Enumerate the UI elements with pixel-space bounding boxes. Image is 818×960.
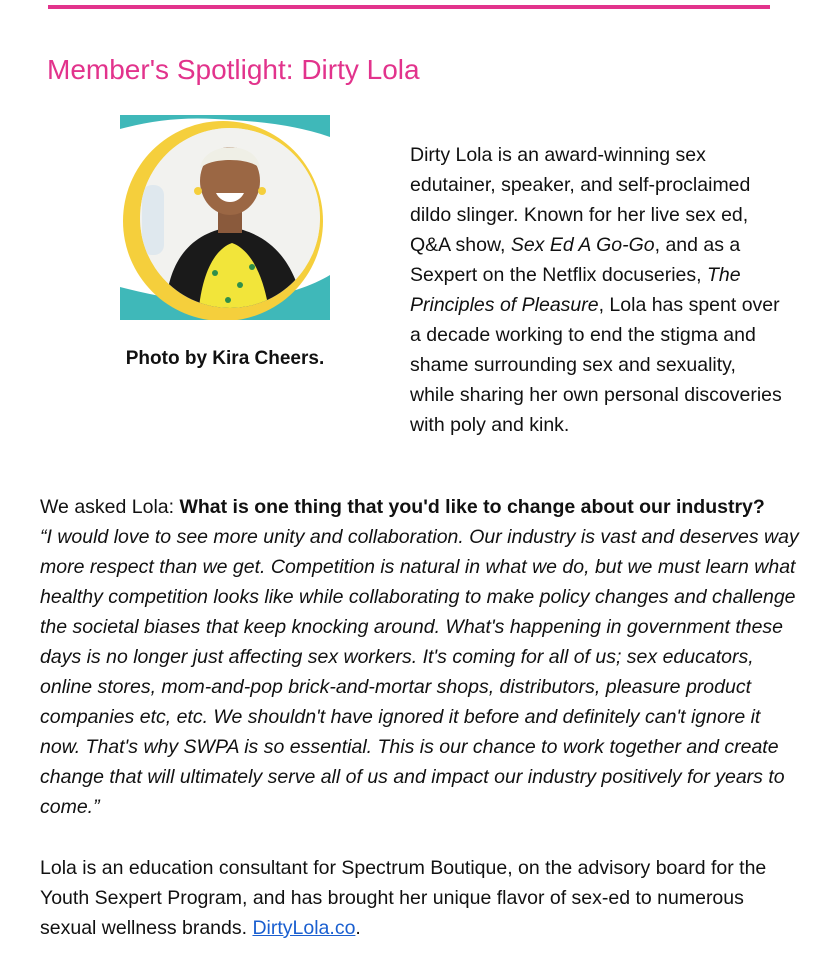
website-link[interactable]: DirtyLola.co (252, 917, 356, 939)
bio-paragraph (410, 140, 785, 440)
photo-caption: Photo by Kira Cheers. (125, 348, 325, 369)
portrait-photo (120, 115, 330, 320)
page-title: Member's Spotlight: Dirty Lola (47, 54, 420, 85)
interview-paragraph (40, 492, 800, 822)
closing-paragraph (40, 853, 800, 943)
closing-text: Lola is an education consultant for Spectrum Boutique, on the advisory board for the Youth Sexpert Program, and has brought her unique flavor of sex-ed to numerous sexual wellness brands. (40, 857, 767, 939)
closing-period: . (355, 917, 361, 939)
interview-question: What is one thing that you'd like to change about our industry? (179, 496, 765, 518)
docuseries-name: The Principles of Pleasure (410, 264, 741, 316)
bio-text: , Lola has spent over a decade working to end the stigma and shame surrounding sex and sexuality, while sharing her own personal discoveries with poly and kink. (410, 294, 782, 436)
bio-text: , and as a Sexpert on the Netflix docuseries, (410, 234, 741, 286)
top-divider (48, 5, 770, 9)
show-name: Sex Ed A Go-Go (510, 234, 655, 256)
interview-lead: We asked Lola: (40, 496, 180, 518)
bio-text: Dirty Lola is an award-winning sex edutainer, speaker, and self-proclaimed dildo slinger. Known for her live sex ed, Q&A show, (410, 144, 751, 256)
interview-answer: “I would love to see more unity and collaboration. Our industry is vast and deserves way more respect than we get. Competition is natural in what we do, but we must learn what healthy competition looks like while collaborating to make policy changes and challenge the societal biases that keep knocking around. What's happening in government these days is no longer just affecting sex workers. It's coming for all of us; sex educators, online stores, mom-and-pop brick-and-mortar shops, distributors, pleasure product companies etc, etc. We shouldn't have ignored it before and definitely can't ignore it now. That's why SWPA is so essential. This is our chance to work together and create change that will ultimately serve all of us and impact our industry positively for years to come.” (40, 526, 799, 818)
